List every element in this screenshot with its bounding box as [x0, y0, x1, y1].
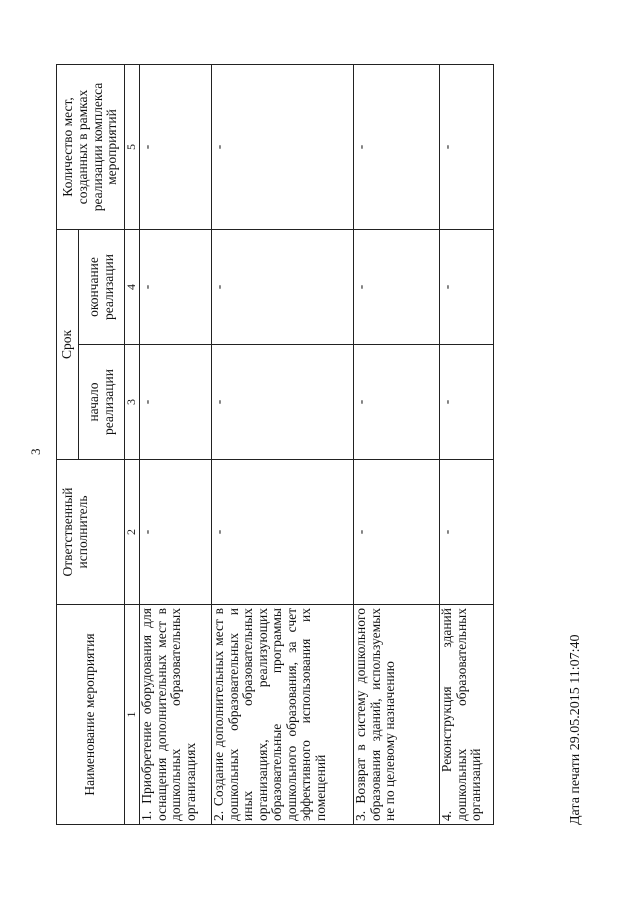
header-end: окончание реализации [79, 230, 125, 345]
row-end: - [440, 230, 494, 345]
header-executor: Ответственный исполнитель [57, 460, 125, 605]
row-name: 3. Возврат в систему дошкольного образования зданий, используемых не по целевому назначению [354, 605, 440, 825]
col-num-4: 4 [125, 230, 140, 345]
row-start: - [440, 345, 494, 460]
row-executor: - [440, 460, 494, 605]
row-start: - [354, 345, 440, 460]
row-places: - [140, 65, 212, 230]
table-row [140, 65, 212, 825]
row-name: 4. Реконструкция зданий дошкольных образовательных организаций [440, 605, 494, 825]
row-places: - [212, 65, 354, 230]
row-end: - [140, 230, 212, 345]
row-executor: - [354, 460, 440, 605]
row-executor: - [212, 460, 354, 605]
table-row [212, 65, 354, 825]
col-num-3: 3 [125, 345, 140, 460]
col-num-1: 1 [125, 605, 140, 825]
rotated-page [20, 25, 620, 865]
header-name: Наименование мероприятия [57, 605, 125, 825]
header-term: Срок [57, 230, 79, 460]
column-number-row [125, 65, 140, 825]
row-start: - [212, 345, 354, 460]
row-end: - [212, 230, 354, 345]
table-row [440, 65, 494, 825]
row-end: - [354, 230, 440, 345]
table-row [354, 65, 440, 825]
row-name: 1. Приобретение оборудования для оснащения дополнительных мест в дошкольных образовательных организациях [140, 605, 212, 825]
header-start: начало реализации [79, 345, 125, 460]
row-places: - [354, 65, 440, 230]
row-executor: - [140, 460, 212, 605]
measures-table [56, 64, 494, 825]
print-date: Дата печати 29.05.2015 11:07:40 [568, 634, 583, 825]
col-num-5: 5 [125, 65, 140, 230]
header-places: Количество мест, созданных в рамках реализации комплекса мероприятий [57, 65, 125, 230]
row-start: - [140, 345, 212, 460]
row-name: 2. Создание дополнительных мест в дошкольных образовательных и иных образовательных организациях, реализующих образовательные программы дошкольного образования, за счет эффективного использования их помещений [212, 605, 354, 825]
row-places: - [440, 65, 494, 230]
header-row-1 [57, 65, 79, 825]
col-num-2: 2 [125, 460, 140, 605]
page-number: 3 [28, 448, 43, 455]
